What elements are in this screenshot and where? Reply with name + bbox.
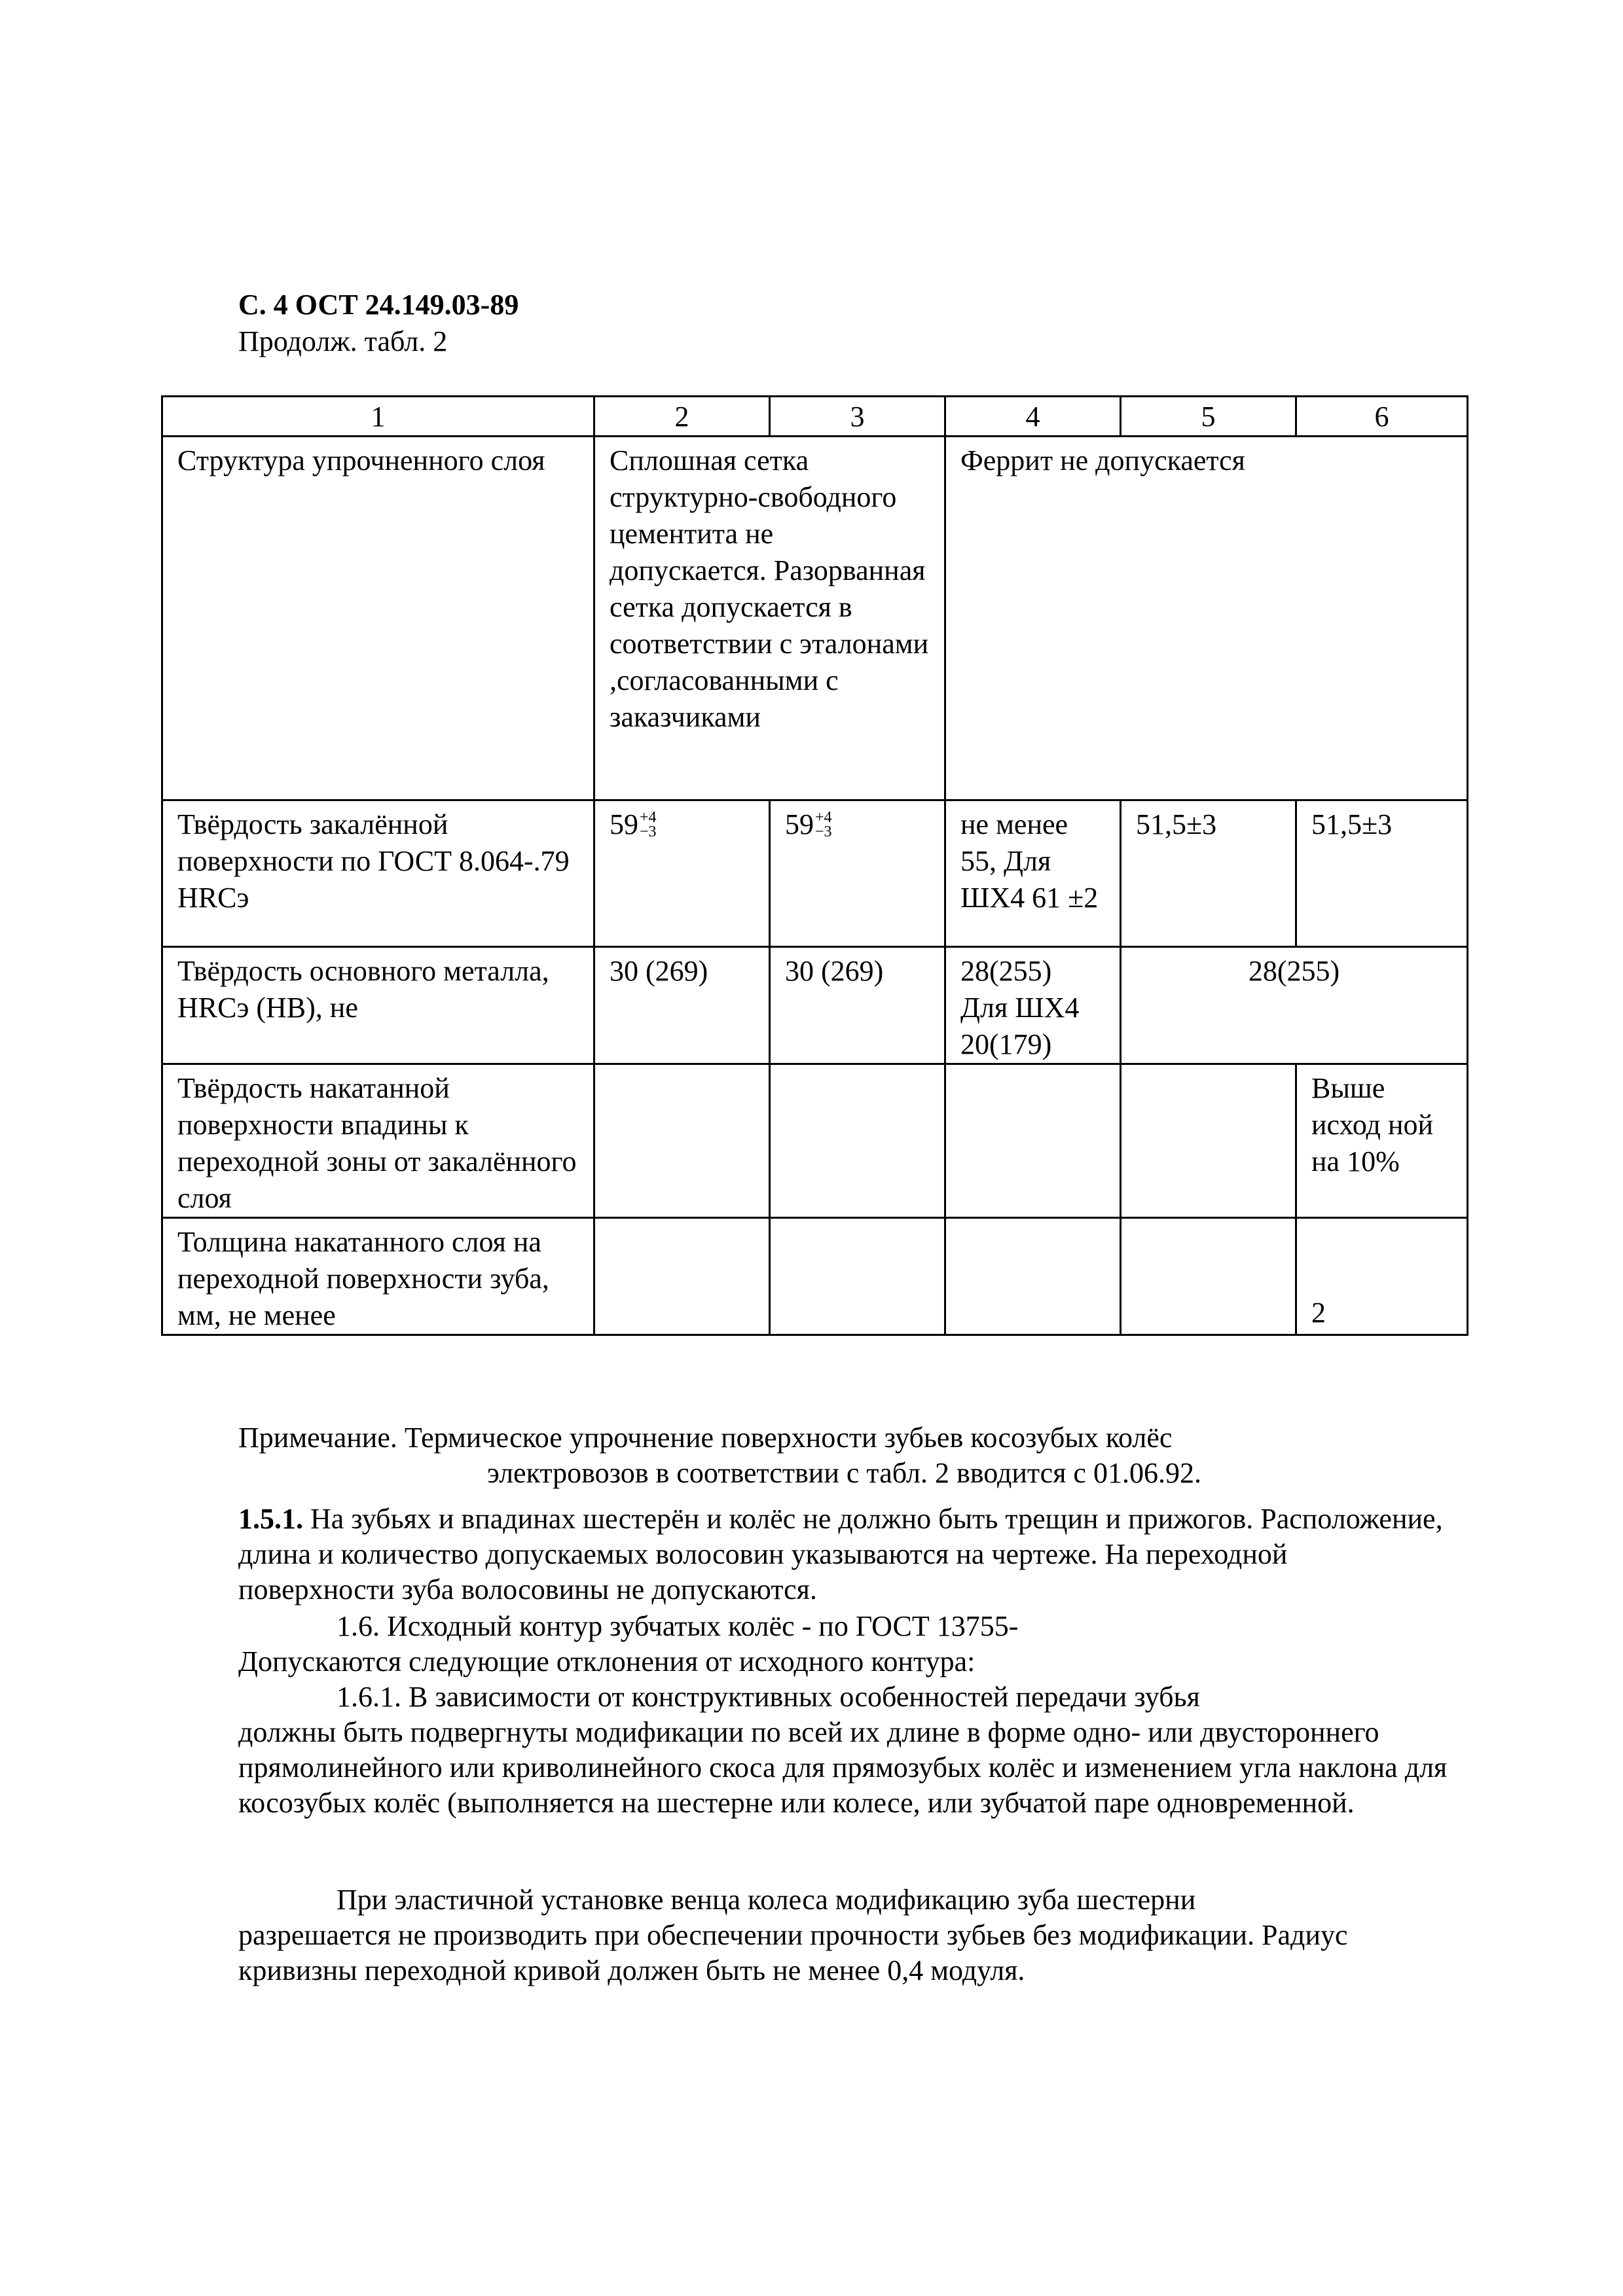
col-number-2: 2 xyxy=(594,397,770,437)
col-number-3: 3 xyxy=(770,397,945,437)
table-continuation-label: Продолж. табл. 2 xyxy=(238,325,448,357)
paragraph-deviations: Допускаются следующие отклонения от исходного контура: xyxy=(238,1645,976,1677)
col-number-5: 5 xyxy=(1121,397,1296,437)
table-cell: Феррит не допускается xyxy=(945,437,1468,800)
table-cell xyxy=(770,1218,945,1335)
table-cell xyxy=(770,800,945,947)
paragraph-first-line: 1.6.1. В зависимости от конструктивных особенностей передачи зубья xyxy=(337,1681,1200,1713)
table-cell: 30 (269) xyxy=(770,947,945,1064)
table-cell: 28(255) Для ШХ4 20(179) xyxy=(945,947,1121,1064)
paragraph-1-6-1 xyxy=(238,1679,1450,1821)
table-row xyxy=(162,800,1468,947)
row-label: Толщина накатанного слоя на переходной поверхности зуба, мм, не менее xyxy=(162,1218,594,1335)
page-header-title: С. 4 ОСТ 24.149.03-89 xyxy=(238,289,519,321)
table-cell: 2 xyxy=(1296,1218,1468,1335)
paragraph-text: должны быть подвергнуты модификации по всей их длине в форме одно- или двустороннего прямолинейного или криволинейного скоса для прямозубых колёс и изменением угла наклона для косозубых колёс (выполняется на шестерне или колесе, или зубчатой паре одновременной. xyxy=(238,1716,1448,1819)
table-header-row xyxy=(162,397,1468,437)
paragraph-1-5-1 xyxy=(238,1501,1450,1607)
tolerance-value: 59 +4 −3 xyxy=(785,808,832,840)
table-row xyxy=(162,1064,1468,1218)
table-cell xyxy=(945,1064,1121,1218)
table-cell xyxy=(594,1064,770,1218)
table-row xyxy=(162,1218,1468,1335)
tolerance-value: 59 +4 −3 xyxy=(610,808,657,840)
paragraph-elastic-mount xyxy=(238,1882,1450,1988)
col-number-6: 6 xyxy=(1296,397,1468,437)
table-cell: Выше исход ной на 10% xyxy=(1296,1064,1468,1218)
table-cell xyxy=(594,800,770,947)
table-cell xyxy=(1121,1218,1296,1335)
table-cell xyxy=(1121,1064,1296,1218)
note-line: Примечание. Термическое упрочнение поверхности зубьев косозубых колёс xyxy=(238,1422,1173,1454)
table-cell xyxy=(945,1218,1121,1335)
row-label: Твёрдость закалённой поверхности по ГОСТ 8.064-.79 HRCэ xyxy=(162,800,594,947)
table-row xyxy=(162,437,1468,800)
row-label: Твёрдость накатанной поверхности впадины к переходной зоны от закалённого слоя xyxy=(162,1064,594,1218)
paragraph-text: разрешается не производить при обеспечении прочности зубьев без модификации. Радиус кривизны переходной кривой должен быть не менее 0,4 модуля. xyxy=(238,1919,1348,1986)
col-number-1: 1 xyxy=(162,397,594,437)
table-row xyxy=(162,947,1468,1064)
table-cell: 30 (269) xyxy=(594,947,770,1064)
table-cell: 51,5±3 xyxy=(1121,800,1296,947)
clause-number: 1.5.1. xyxy=(238,1503,303,1535)
paragraph-1-6: 1.6. Исходный контур зубчатых колёс - по ГОСТ 13755- xyxy=(337,1610,1019,1642)
table-cell xyxy=(770,1064,945,1218)
table-cell xyxy=(594,1218,770,1335)
paragraph-text: На зубьях и впадинах шестерён и колёс не должно быть трещин и прижогов. Расположение, длина и количество допускаемых волосовин указываются на чертеже. На переходной поверхности зуба волосовины не допускаются. xyxy=(238,1503,1443,1605)
note-line: электровозов в соответствии с табл. 2 вводится с 01.06.92. xyxy=(487,1457,1201,1489)
row-label: Твёрдость основного металла, HRCэ (НВ), не xyxy=(162,947,594,1064)
table-cell: не менее 55, Для ШХ4 61 ±2 xyxy=(945,800,1121,947)
table-note xyxy=(238,1420,1450,1491)
table-cell: Сплошная сетка структурно-свободного цементита не допускается. Разорванная сетка допускается в соответствии с эталонами ,согласованными с заказчиками xyxy=(594,437,945,800)
col-number-4: 4 xyxy=(945,397,1121,437)
spec-table xyxy=(161,395,1468,1336)
table-cell: 51,5±3 xyxy=(1296,800,1468,947)
row-label: Структура упрочненного слоя xyxy=(162,437,594,800)
paragraph-first-line: При эластичной установке венца колеса модификацию зуба шестерни xyxy=(337,1884,1196,1916)
table-cell: 28(255) xyxy=(1121,947,1468,1064)
